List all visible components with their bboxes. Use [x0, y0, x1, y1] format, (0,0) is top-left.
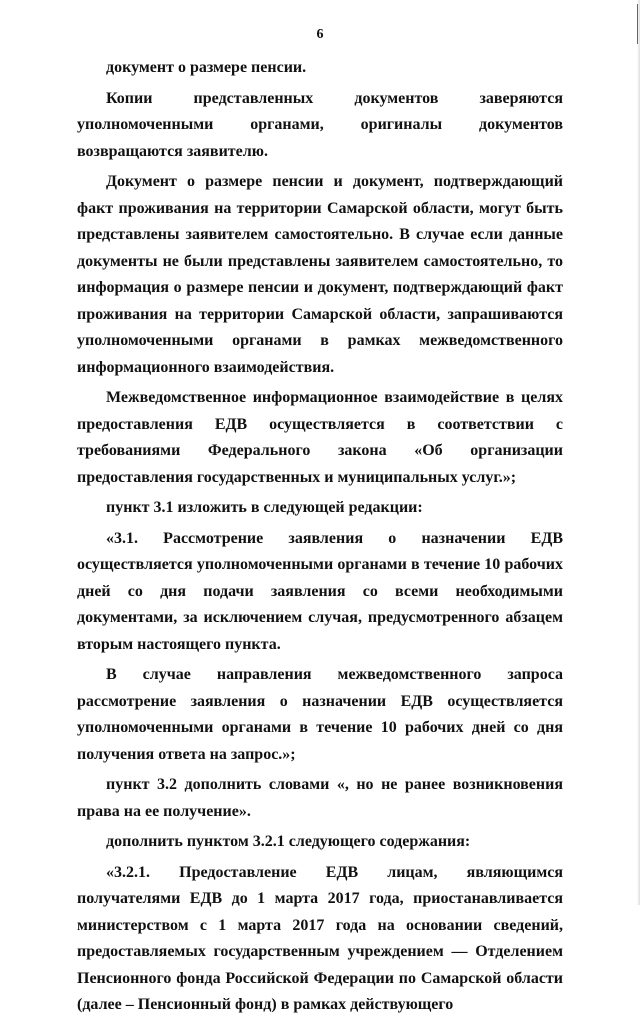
paragraph-documents-submission: Документ о размере пенсии и документ, подтверждающий факт проживания на территории Самарской области, могут быть представлены заявителем самостоятельно. В случае если данные документы не были представлены заявителем самостоятельно, то информация о размере пенсии и документ, подтверждающий факт проживания на территории Самарской области, запрашиваются уполномоченными органами в рамках межведомственного информационного взаимодействия. — [77, 173, 563, 376]
paragraph-clause-3-1-intro: пункт 3.1 изложить в следующей редакции: — [106, 499, 423, 516]
scan-mark — [637, 4, 638, 44]
paragraph-copies-certified: Копии представленных документов заверяются уполномоченными органами, оригиналы документов возвращаются заявителю. — [77, 89, 563, 160]
paragraph-clause-3-2-amendment: пункт 3.2 дополнить словами «, но не ранее возникновения права на ее получение». — [77, 776, 563, 820]
paragraph-interagency-request: В случае направления межведомственного запроса рассмотрение заявления о назначении ЕДВ осуществляется уполномоченными органами в течение 10 рабочих дней со дня получения ответа на запрос.»; — [77, 666, 563, 763]
paragraph-pension-document: документ о размере пенсии. — [106, 59, 307, 76]
paragraph-clause-3-2-1-intro: дополнить пунктом 3.2.1 следующего содержания: — [106, 833, 471, 850]
page-number: 6 — [316, 27, 324, 42]
paragraph-interagency-interaction: Межведомственное информационное взаимодействие в целях предоставления ЕДВ осуществляется в соответствии с требованиями Федерального закона «Об организации предоставления государственных и муниципальных услуг.»; — [77, 389, 563, 486]
document-body — [77, 55, 563, 1023]
paragraph-clause-3-1-text: «3.1. Рассмотрение заявления о назначении ЕДВ осуществляется уполномоченными органами в течение 10 рабочих дней со дня подачи заявления со всеми необходимыми документами, за исключением случая, предусмотренного абзацем вторым настоящего пункта. — [77, 529, 563, 653]
paragraph-clause-3-2-1-text: «3.2.1. Предоставление ЕДВ лицам, являющимся получателями ЕДВ до 1 марта 2017 года, приостанавливается министерством с 1 марта 2017 года на основании сведений, предоставляемых государственным учреждением — Отделением Пенсионного фонда Российской Федерации по Самарской области (далее – Пенсионный фонд) в рамках действующего — [77, 863, 563, 1013]
